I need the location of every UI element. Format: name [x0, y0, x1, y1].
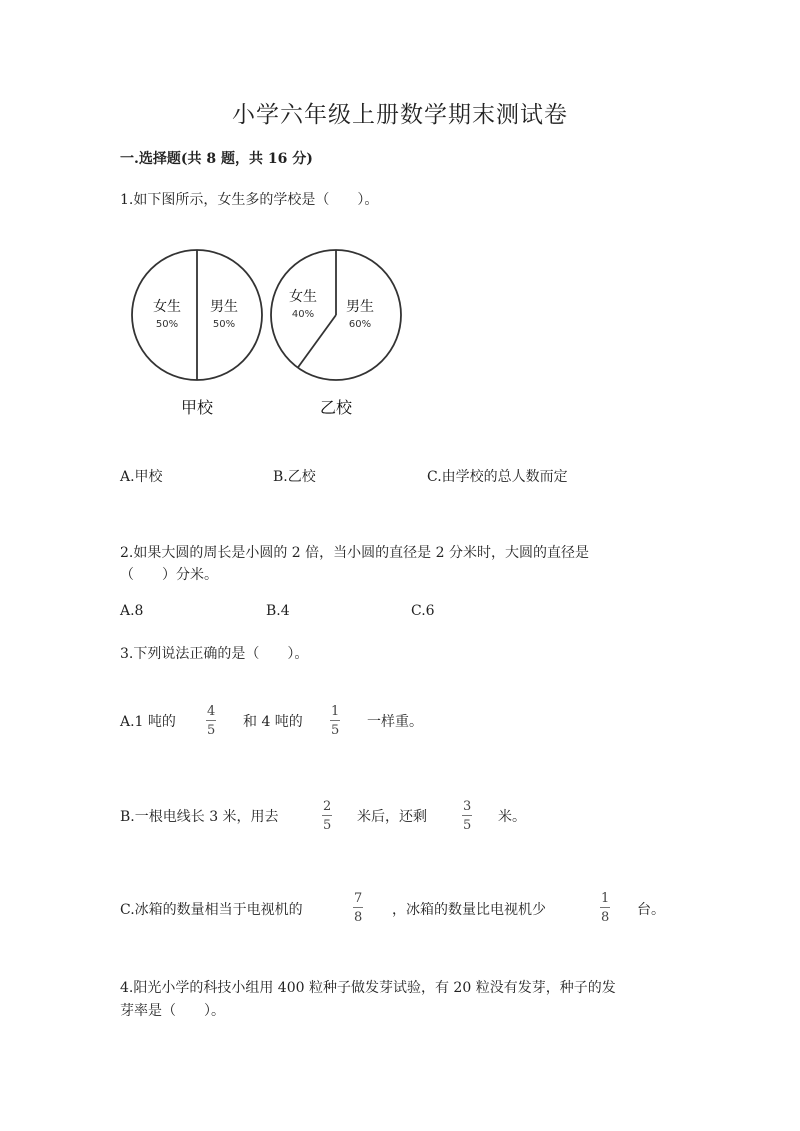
fraction-numerator: 4: [207, 704, 216, 719]
section-heading: 一.选择题(共 8 题，共 16 分): [120, 151, 313, 167]
fraction-numerator: 2: [323, 799, 332, 814]
fraction-numerator: 3: [463, 799, 472, 814]
q3-b-text-1: B.一根电线长 3 米，用去: [120, 809, 279, 825]
q3-b-text-3: 米。: [498, 809, 526, 825]
pie-chart-school-b: [271, 250, 401, 417]
fraction: [353, 892, 363, 924]
fraction-denominator: 5: [207, 723, 216, 738]
fraction-numerator: 7: [354, 891, 363, 906]
fraction-denominator: 5: [323, 818, 332, 833]
q3-a-text-3: 一样重。: [367, 714, 423, 730]
pie-slice-label: 男生: [346, 299, 374, 315]
pie-chart-title: 乙校: [319, 398, 353, 417]
pie-slice-value: 50%: [155, 319, 179, 330]
fraction-denominator: 8: [354, 910, 363, 925]
pie-slice-value: 50%: [212, 319, 236, 330]
question-3-stem: 3.下列说法正确的是（ ）。: [120, 646, 309, 662]
fraction-denominator: 5: [331, 723, 340, 738]
fraction: [600, 892, 610, 924]
pie-slice-label: 男生: [210, 299, 238, 315]
q3-c-text-3: 台。: [637, 902, 665, 918]
q1-option-a[interactable]: A.甲校: [120, 469, 163, 485]
fraction-denominator: 8: [601, 910, 610, 925]
q3-b-text-2: 米后，还剩: [357, 809, 427, 825]
fraction-numerator: 1: [331, 704, 340, 719]
page-title: 小学六年级上册数学期末测试卷: [232, 102, 568, 128]
pie-chart-title: 甲校: [180, 398, 214, 417]
q3-c-text-2: ，冰箱的数量比电视机少: [392, 902, 546, 918]
pie-slice-label: 女生: [289, 289, 317, 305]
q3-c-text-1: C.冰箱的数量相当于电视机的: [120, 902, 303, 918]
pie-slice-value: 40%: [291, 309, 315, 320]
fraction: [206, 705, 216, 737]
q3-a-text-2: 和 4 吨的: [243, 714, 303, 730]
question-1-stem: 1.如下图所示，女生多的学校是（ ）。: [120, 192, 379, 208]
q1-option-b[interactable]: B.乙校: [273, 469, 316, 485]
q1-option-c[interactable]: C.由学校的总人数而定: [427, 469, 568, 485]
question-4-line-1: 4.阳光小学的科技小组用 400 粒种子做发芽试验，有 20 粒没有发芽，种子的发: [120, 980, 616, 996]
pie-slice-value: 60%: [348, 319, 372, 330]
q3-a-text-1: A.1 吨的: [120, 714, 176, 730]
fraction: [462, 800, 472, 832]
q2-option-a[interactable]: A.8: [120, 603, 144, 619]
fraction-numerator: 1: [601, 891, 610, 906]
pie-charts-figure: [120, 240, 420, 420]
pie-chart-school-a: [132, 250, 262, 417]
q2-option-c[interactable]: C.6: [411, 603, 435, 619]
fraction: [322, 800, 332, 832]
question-2-line-1: 2.如果大圆的周长是小圆的 2 倍，当小圆的直径是 2 分米时，大圆的直径是: [120, 545, 589, 561]
question-2-line-2: （ ）分米。: [120, 567, 218, 583]
pie-slice-label: 女生: [153, 299, 181, 315]
q2-option-b[interactable]: B.4: [266, 603, 290, 619]
question-4-line-2: 芽率是（ ）。: [120, 1003, 225, 1019]
fraction: [330, 705, 340, 737]
fraction-denominator: 5: [463, 818, 472, 833]
